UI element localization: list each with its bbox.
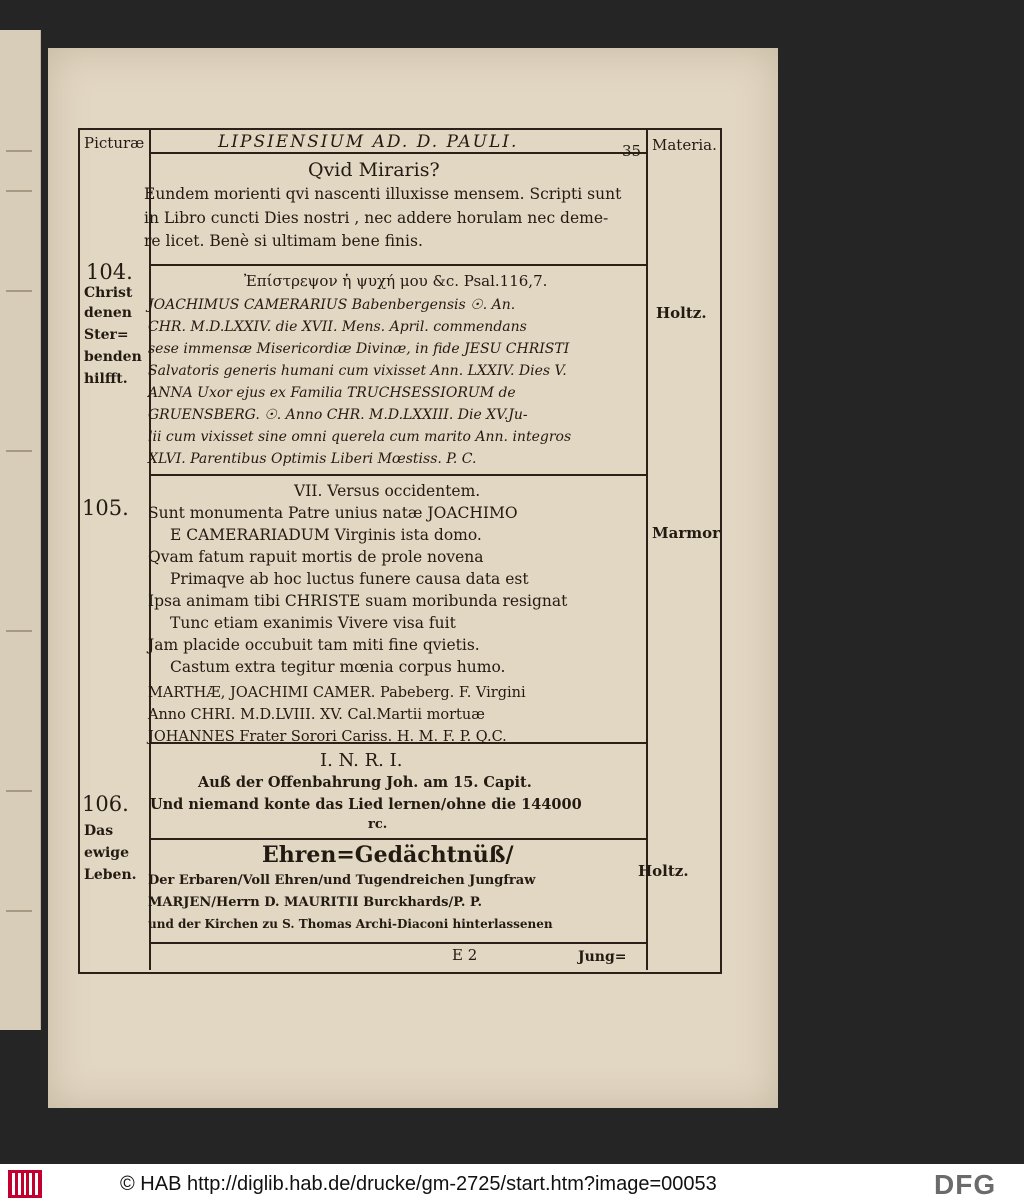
section3-line: MARTHÆ, JOACHIMI CAMER. Pabeberg. F. Virgini bbox=[148, 685, 526, 701]
section-rule-4 bbox=[149, 838, 648, 840]
section4-line: und der Kirchen zu S. Thomas Archi-Diaconi hinterlassenen bbox=[148, 917, 553, 931]
section3-line: Sunt monumenta Patre unius natæ JOACHIMO bbox=[148, 504, 518, 522]
section4-line: Auß der Offenbahrung Joh. am 15. Capit. bbox=[198, 774, 532, 791]
picture-104-line: denen bbox=[84, 305, 132, 321]
entry-number-106: 106. bbox=[82, 792, 129, 816]
section1-line: re licet. Benè si ultimam bene finis. bbox=[144, 232, 423, 250]
section2-psalm-line: Ἐπίστρεψον ἡ ψυχή μου &c. Psal.116,7. bbox=[244, 272, 548, 290]
section3-line: Anno CHRI. M.D.LVIII. XV. Cal.Martii mortuæ bbox=[148, 707, 485, 723]
picture-104-line: hilfft. bbox=[84, 371, 128, 387]
section2-line: ANNA Uxor ejus ex Familia TRUCHSESSIORUM de bbox=[148, 385, 516, 401]
signature-mark: E 2 bbox=[452, 946, 478, 964]
material-105: Marmor bbox=[652, 524, 721, 542]
catchword: Jung= bbox=[578, 949, 627, 965]
section4-heading: Ehren=Gedächtnüß/ bbox=[262, 842, 514, 868]
section2-line: GRUENSBERG. ☉. Anno CHR. M.D.LXXIII. Die XV.Ju- bbox=[148, 407, 528, 423]
picture-104-line: Ster= bbox=[84, 327, 129, 343]
section-rule-1 bbox=[149, 264, 648, 266]
entry-number-104: 104. bbox=[86, 260, 133, 284]
page-number: 35 bbox=[622, 142, 642, 160]
section2-line: Salvatoris generis humani cum vixisset Ann. LXXIV. Dies V. bbox=[148, 363, 567, 379]
section3-line: E CAMERARIADUM Virginis ista domo. bbox=[170, 526, 482, 544]
section3-line: Tunc etiam exanimis Vivere visa fuit bbox=[170, 614, 456, 632]
copyright-link[interactable]: © HAB http://diglib.hab.de/drucke/gm-2725/start.htm?image=00053 bbox=[120, 1173, 717, 1195]
section3-line: Jam placide occubuit tam miti fine qvietis. bbox=[148, 636, 480, 654]
header-rule bbox=[149, 152, 648, 154]
previous-page-edge bbox=[0, 30, 41, 1030]
viewer-footer bbox=[0, 1164, 1024, 1204]
section1-title: Qvid Miraris? bbox=[308, 159, 440, 181]
section3-line: Qvam fatum rapuit mortis de prole novena bbox=[148, 548, 484, 566]
material-column-rule bbox=[646, 128, 648, 970]
section4-line: MARJEN/Herrn D. MAURITII Burckhards/P. P. bbox=[148, 895, 483, 910]
section3-line: Primaqve ab hoc luctus funere causa data est bbox=[170, 570, 529, 588]
hab-logo-icon[interactable] bbox=[8, 1170, 42, 1198]
section3-line: Castum extra tegitur mœnia corpus humo. bbox=[170, 658, 506, 676]
section2-line: XLVI. Parentibus Optimis Liberi Mœstiss. P. C. bbox=[148, 451, 477, 467]
picture-104-line: benden bbox=[84, 349, 142, 365]
header-picturae: Picturæ bbox=[84, 134, 145, 152]
material-104: Holtz. bbox=[656, 304, 707, 322]
section4-line: rc. bbox=[368, 817, 388, 832]
section2-line: lii cum vixisset sine omni querela cum marito Ann. integros bbox=[148, 429, 572, 445]
section1-line: Eundem morienti qvi nascenti illuxisse mensem. Scripti sunt bbox=[144, 185, 622, 203]
section3-title: VII. Versus occidentem. bbox=[294, 482, 481, 500]
section4-line: Und niemand konte das Lied lernen/ohne die 144000 bbox=[150, 796, 582, 813]
bottom-rule bbox=[149, 942, 648, 944]
dfg-logo[interactable]: DFG bbox=[934, 1169, 997, 1200]
material-106: Holtz. bbox=[638, 862, 689, 880]
entry-number-105: 105. bbox=[82, 496, 129, 520]
running-head: LIPSIENSIUM AD. D. PAULI. bbox=[218, 132, 519, 152]
section3-line: Ipsa animam tibi CHRISTE suam moribunda resignat bbox=[148, 592, 568, 610]
book-page bbox=[48, 48, 778, 1108]
section2-line: CHR. M.D.LXXIV. die XVII. Mens. April. commendans bbox=[148, 319, 527, 335]
section3-line: JOHANNES Frater Sorori Cariss. H. M. F. P. Q.C. bbox=[148, 729, 507, 745]
picture-106-line: ewige bbox=[84, 845, 129, 861]
picture-106-line: Leben. bbox=[84, 867, 137, 883]
section1-line: in Libro cuncti Dies nostri , nec addere horulam nec deme- bbox=[144, 209, 609, 227]
header-materia: Materia. bbox=[652, 136, 717, 154]
picture-104-line: Christ bbox=[84, 285, 133, 301]
section4-inri: I. N. R. I. bbox=[320, 750, 403, 771]
section-rule-2 bbox=[149, 474, 648, 476]
section2-line: sese immensæ Misericordiæ Divinæ, in fide JESU CHRISTI bbox=[148, 341, 570, 357]
section4-line: Der Erbaren/Voll Ehren/und Tugendreichen Jungfraw bbox=[148, 873, 536, 888]
section2-line: JOACHIMUS CAMERARIUS Babenbergensis ☉. An. bbox=[148, 297, 516, 313]
picture-106-line: Das bbox=[84, 823, 114, 839]
